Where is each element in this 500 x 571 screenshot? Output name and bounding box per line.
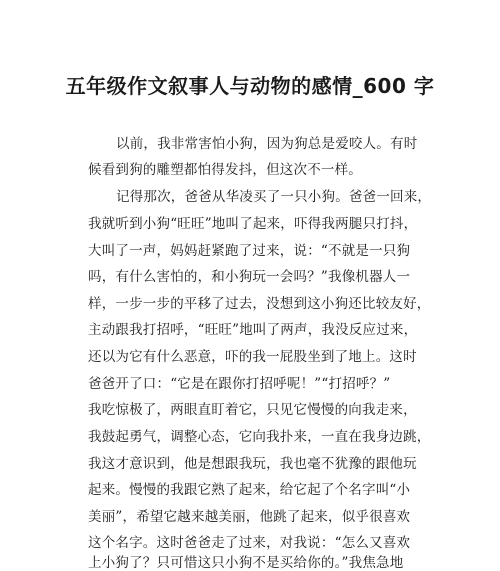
- paragraph-line: 我这才意识到，他是想跟我玩，我也毫不犹豫的跟他玩: [88, 456, 417, 472]
- paragraph-line: 我吃惊极了，两眼直盯着它，只见它慢慢的向我走来，: [88, 402, 417, 418]
- paragraph-line: 爸爸开了口：“它是在跟你打招呼呢！”“打招呼？”: [88, 376, 391, 392]
- paragraph-line: 我鼓起勇气，调整心态，它向我扑来，一直在我身边跳，: [88, 429, 431, 445]
- paragraph-line: 候看到狗的雕塑都怕得发抖，但这次不一样。: [88, 162, 362, 178]
- paragraph-line: 样，一步一步的平移了过去，没想到这小狗还比较友好，: [88, 296, 431, 312]
- paragraph-line: 大叫了一声，妈妈赶紧跑了过来，说：“不就是一只狗: [88, 243, 411, 259]
- paragraph-line: 吗，有什么害怕的，和小狗玩一会吗？”我像机器人一: [88, 269, 411, 285]
- paragraph-line: 上小狗了？只可惜这只小狗不是买给你的。”我焦急地: [88, 555, 404, 571]
- paragraph-line: 记得那次，爸爸从华凌买了一只小狗。爸爸一回来，: [116, 189, 432, 205]
- paragraph-line: 还以为它有什么恶意，吓的我一屁股坐到了地上。这时: [88, 349, 417, 365]
- paragraph-line: 这个名字。这时爸爸走了过来，对我说：“怎么又喜欢: [88, 535, 411, 551]
- paragraph-line: 我就听到小狗“旺旺”地叫了起来，吓得我两腿只打抖，: [88, 216, 418, 232]
- paragraph-line: 以前，我非常害怕小狗，因为狗总是爱咬人。有时: [116, 136, 418, 152]
- paragraph-line: 起来。慢慢的我跟它熟了起来，给它起了个名字叫“小: [88, 482, 411, 498]
- document-title: 五年级作文叙事人与动物的感情_600 字: [65, 74, 435, 98]
- paragraph-line: 主动跟我打招呼，“旺旺”地叫了两声，我没反应过来，: [88, 322, 418, 338]
- paragraph-line: 美丽”，希望它越来越美丽，他跳了起来，似乎很喜欢: [88, 509, 411, 525]
